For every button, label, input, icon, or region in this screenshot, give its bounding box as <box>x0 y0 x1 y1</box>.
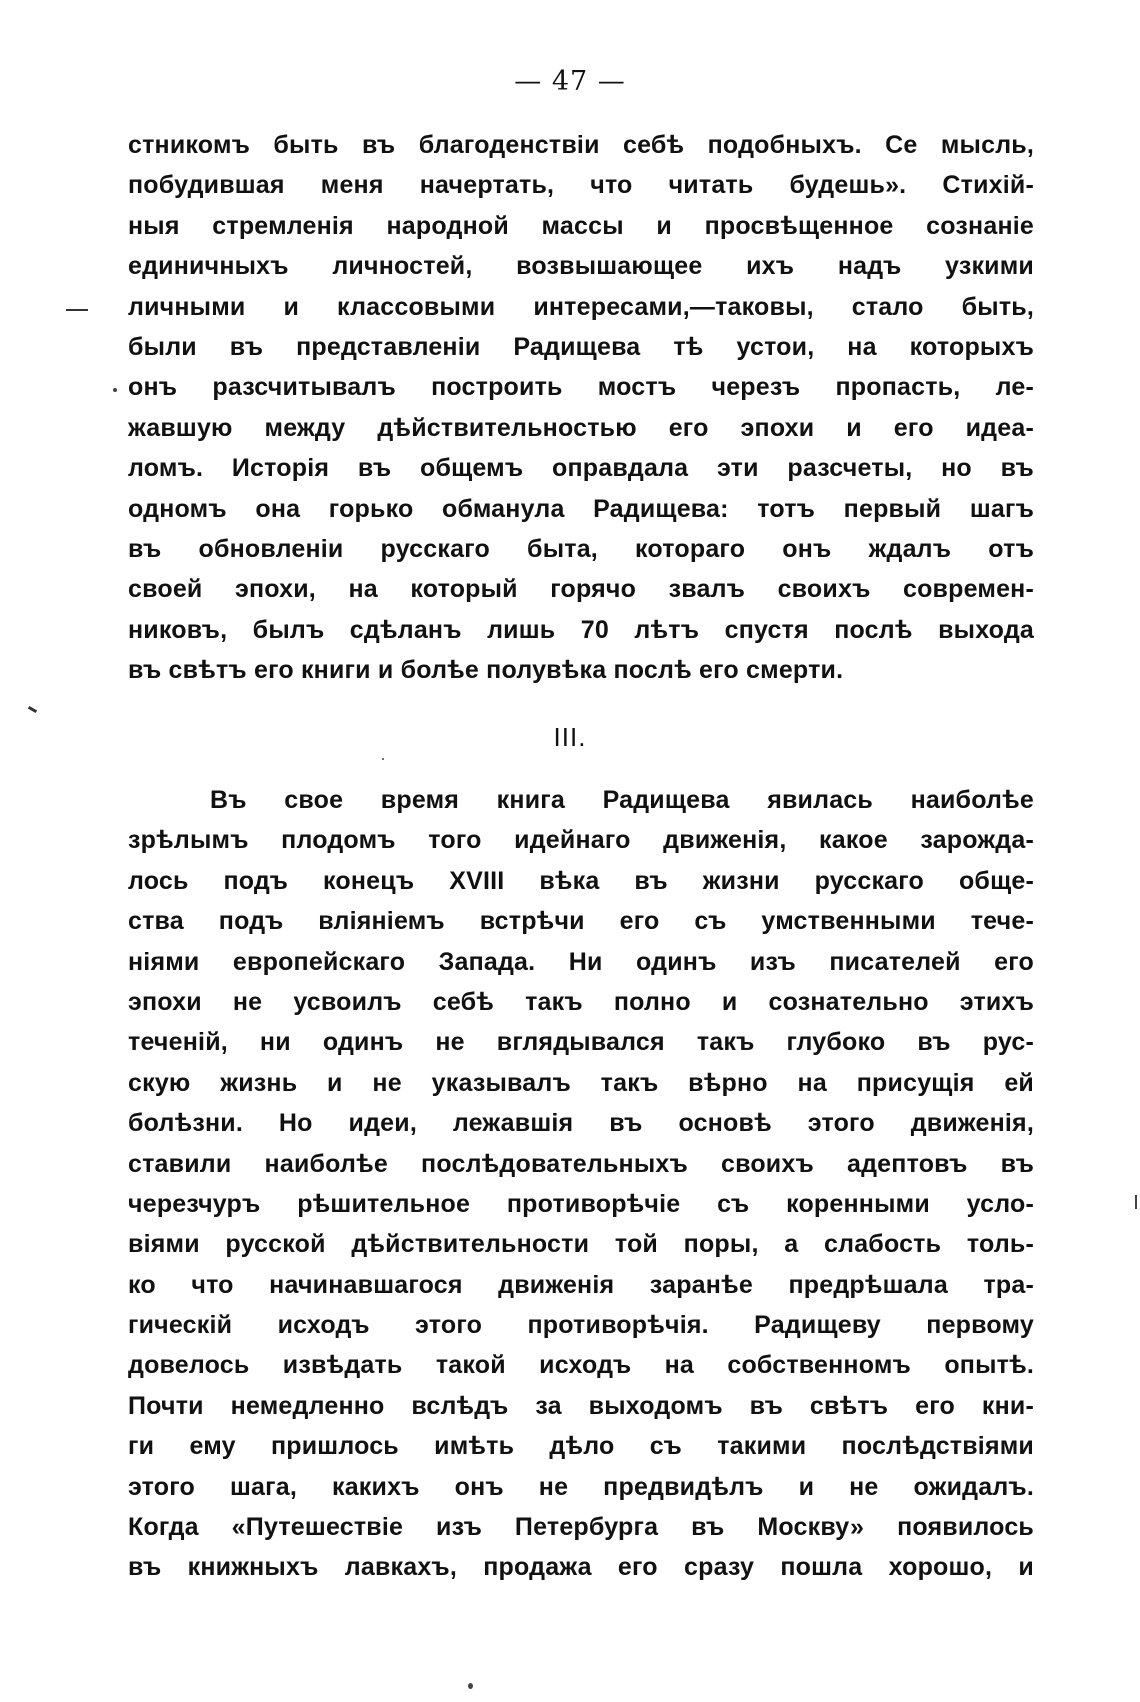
text-line: одномъ она горько обманула Радищева: тотъ первый шагъ <box>128 494 1034 523</box>
scan-speck <box>1135 1195 1137 1209</box>
text-line: въ свѣтъ его книги и болѣе полувѣка послѣ его смерти. <box>128 656 844 685</box>
text-line: побудившая меня начертать, что читать будешь». Стихій- <box>128 171 1034 200</box>
margin-mark <box>28 706 37 713</box>
text-line: никовъ, былъ сдѣланъ лишь 70 лѣтъ спустя послѣ выхода <box>128 615 1034 644</box>
scan-speck <box>113 388 117 392</box>
text-line: ства подъ вліяніемъ встрѣчи его съ умственными тече- <box>128 907 1034 936</box>
text-line: стникомъ быть въ благоденствіи себѣ подобныхъ. Се мысль, <box>128 131 1034 159</box>
margin-mark <box>66 309 88 311</box>
text-line: черезчуръ рѣшительное противорѣчіе съ коренными усло- <box>128 1189 1034 1218</box>
paragraph-section-iii <box>128 780 1034 1588</box>
page-number: — 47 — <box>514 66 626 97</box>
text-line: этого шага, какихъ онъ не предвидѣлъ и не ожидалъ. <box>128 1472 1034 1501</box>
text-line: были въ представленіи Радищева тѣ устои, на которыхъ <box>128 332 1034 361</box>
text-line: лось подъ конецъ XVIII вѣка въ жизни русскаго обще- <box>128 866 1034 895</box>
text-line: ныя стремленія народной массы и просвѣщенное сознаніе <box>128 211 1034 240</box>
text-line: ломъ. Исторія въ общемъ оправдала эти разсчеты, но въ <box>128 454 1034 483</box>
text-line: своей эпохи, на который горячо звалъ своихъ современ- <box>128 575 1034 604</box>
text-line: онъ разсчитывалъ построить мостъ черезъ пропасть, ле- <box>128 373 1034 402</box>
text-line: віями русской дѣйствительности той поры, а слабость толь- <box>128 1230 1034 1259</box>
scan-speck <box>468 1683 473 1689</box>
text-line: теченій, ни одинъ не вглядывался такъ глубоко въ рус- <box>128 1028 1034 1057</box>
text-line: ко что начинавшагося движенія заранѣе предрѣшала тра- <box>128 1270 1034 1299</box>
text-line: Почти немедленно вслѣдъ за выходомъ въ свѣтъ его кни- <box>128 1391 1034 1420</box>
section-heading: III. <box>553 722 587 752</box>
text-line: въ книжныхъ лавкахъ, продажа его сразу пошла хорошо, и <box>128 1553 1034 1582</box>
text-line: гическій исходъ этого противорѣчія. Радищеву первому <box>128 1311 1034 1340</box>
text-line: эпохи не усвоилъ себѣ такъ полно и сознательно этихъ <box>128 987 1034 1016</box>
paragraph-continuation <box>128 125 1034 690</box>
text-line: ги ему пришлось имѣть дѣло съ такими послѣдствіями <box>128 1432 1034 1461</box>
text-line: ніями европейскаго Запада. Ни одинъ изъ писателей его <box>128 947 1034 976</box>
text-line: Когда «Путешествіе изъ Петербурга въ Москву» появилось <box>128 1513 1034 1542</box>
text-line: болѣзни. Но идеи, лежавшія въ основѣ этого движенія, <box>128 1109 1034 1138</box>
text-line: Въ свое время книга Радищева явилась наиболѣе <box>210 786 1034 814</box>
scan-speck <box>382 758 384 760</box>
text-line: жавшую между дѣйствительностью его эпохи и его идеа- <box>128 413 1034 442</box>
text-line: единичныхъ личностей, возвышающее ихъ надъ узкими <box>128 252 1034 281</box>
text-line: зрѣлымъ плодомъ того идейнаго движенія, какое зарожда- <box>128 826 1034 855</box>
text-line: довелось извѣдать такой исходъ на собственномъ опытѣ. <box>128 1351 1034 1380</box>
text-line: скую жизнь и не указывалъ такъ вѣрно на присущія ей <box>128 1068 1034 1097</box>
text-line: въ обновленіи русскаго быта, котораго онъ ждалъ отъ <box>128 534 1034 563</box>
text-line: ставили наиболѣе послѣдовательныхъ своихъ адептовъ въ <box>128 1149 1034 1178</box>
text-line: личными и классовыми интересами,—таковы, стало быть, <box>128 292 1034 321</box>
